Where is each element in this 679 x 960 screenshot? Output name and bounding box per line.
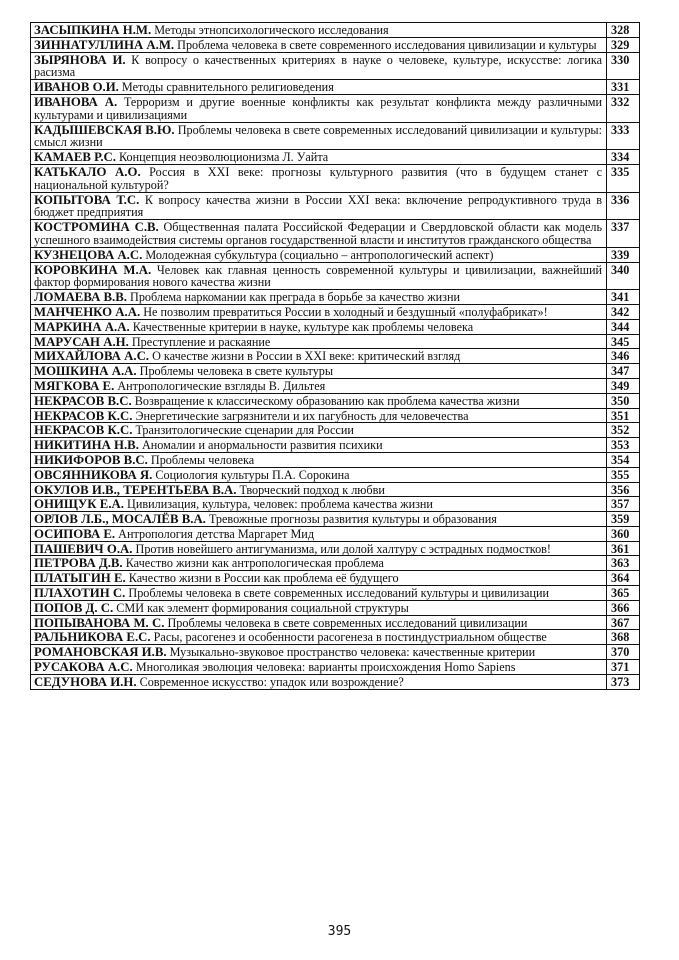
- entry-cell: [31, 334, 607, 349]
- entry-page-number: 354: [607, 452, 640, 467]
- contents-table: [30, 22, 640, 690]
- contents-row: [31, 150, 640, 165]
- entry-author: ЗАСЫПКИНА Н.М.: [34, 23, 152, 37]
- entry-title: Транзитологические сценарии для России: [135, 423, 354, 438]
- entry-cell: [31, 52, 607, 80]
- entry-cell: [31, 304, 607, 319]
- entry-cell: [31, 674, 607, 689]
- contents-row: [31, 290, 640, 305]
- entry-page-number: 357: [607, 497, 640, 512]
- entry-title: Методы сравнительного религиоведения: [121, 80, 334, 95]
- entry-title: Проблемы человека в свете современных исследований цивилизации: [167, 615, 528, 630]
- entry-author: МИХАЙЛОВА А.С.: [34, 349, 150, 364]
- entry-title: Россия в XXI веке: прогнозы культурного развития (что в будущем станет с национальной культурой?: [34, 164, 602, 192]
- entry-title: Энергетические загрязнители и их пагубность для человечества: [135, 408, 469, 423]
- entry-page-number: 355: [607, 467, 640, 482]
- entry-title: Концепция неоэволюционизма Л. Уайта: [119, 150, 329, 165]
- entry-page-number: 346: [607, 349, 640, 364]
- entry-page-number: 361: [607, 541, 640, 556]
- entry-title: К вопросу качества жизни в России XXI века: включение репродуктивного труда в бюджет предприятия: [34, 192, 603, 220]
- contents-row: [31, 378, 640, 393]
- entry-author: КОПЫТОВА Т.С.: [34, 192, 140, 207]
- contents-row: [31, 630, 640, 645]
- entry-title: Проблемы человека: [150, 452, 255, 467]
- entry-title: Качество жизни в России как проблема её будущего: [128, 571, 399, 586]
- entry-cell: [31, 94, 607, 122]
- contents-row: [31, 23, 640, 38]
- contents-row: [31, 615, 640, 630]
- contents-row: [31, 467, 640, 482]
- entry-title: СМИ как элемент формирования социальной структуры: [116, 600, 409, 615]
- entry-page-number: 366: [607, 600, 640, 615]
- entry-page-number: 365: [607, 586, 640, 601]
- entry-title: Методы этнопсихологического исследования: [154, 23, 389, 37]
- entry-title: Современное искусство: упадок или возрождение?: [139, 674, 404, 689]
- entry-cell: [31, 438, 607, 453]
- contents-row: [31, 122, 640, 150]
- entry-page-number: 340: [607, 262, 640, 290]
- contents-row: [31, 600, 640, 615]
- entry-title: Социология культуры П.А. Сорокина: [155, 467, 350, 482]
- entry-page-number: 341: [607, 290, 640, 305]
- entry-cell: [31, 467, 607, 482]
- entry-cell: [31, 220, 607, 248]
- entry-author: НЕКРАСОВ В.С.: [34, 393, 132, 408]
- entry-cell: [31, 23, 607, 38]
- entry-author: ЗЫРЯНОВА И.: [34, 52, 126, 67]
- contents-row: [31, 423, 640, 438]
- contents-row: [31, 541, 640, 556]
- entry-page-number: 356: [607, 482, 640, 497]
- entry-cell: [31, 364, 607, 379]
- entry-author: ПЛАТЫГИН Е.: [34, 571, 126, 586]
- contents-row: [31, 438, 640, 453]
- entry-page-number: 352: [607, 423, 640, 438]
- entry-title: К вопросу о качественных критериях в науке о человеке, культуре, искусстве: логика расизма: [34, 52, 603, 80]
- entry-cell: [31, 586, 607, 601]
- entry-cell: [31, 378, 607, 393]
- entry-title: Тревожные прогнозы развития культуры и образования: [208, 512, 497, 527]
- entry-author: КАДЫШЕВСКАЯ В.Ю.: [34, 122, 175, 137]
- entry-cell: [31, 571, 607, 586]
- entry-page-number: 329: [607, 37, 640, 52]
- entry-cell: [31, 482, 607, 497]
- contents-row: [31, 192, 640, 220]
- entry-author: ПЛАХОТИН С.: [34, 586, 126, 601]
- contents-row: [31, 37, 640, 52]
- entry-title: Против новейшего антигуманизма, или долой халтуру с эстрадных подмостков!: [135, 541, 551, 556]
- entry-title: Проблема наркомании как преграда в борьбе за качество жизни: [130, 290, 460, 305]
- entry-title: Качество жизни как антропологическая проблема: [125, 556, 384, 571]
- entry-cell: [31, 349, 607, 364]
- entry-author: ПЕТРОВА Д.В.: [34, 556, 123, 571]
- entry-page-number: 328: [607, 23, 640, 38]
- entry-title: Антропология детства Маргарет Мид: [118, 526, 315, 541]
- entry-cell: [31, 122, 607, 150]
- entry-author: ОКУЛОВ И.В., ТЕРЕНТЬЕВА В.А.: [34, 482, 237, 497]
- entry-title: Не позволим превратиться России в холодный и бездушный «полуфабрикат»!: [143, 304, 548, 319]
- entry-page-number: 363: [607, 556, 640, 571]
- entry-author: ИВАНОВ О.И.: [34, 80, 119, 95]
- contents-row: [31, 393, 640, 408]
- page-number: 395: [327, 924, 352, 939]
- contents-row: [31, 262, 640, 290]
- entry-author: МАНЧЕНКО А.А.: [34, 304, 141, 319]
- entry-cell: [31, 164, 607, 192]
- entry-page-number: 344: [607, 319, 640, 334]
- entry-page-number: 339: [607, 247, 640, 262]
- entry-author: РАЛЬНИКОВА Е.С.: [34, 630, 151, 645]
- entry-author: КАТЬКАЛО А.О.: [34, 164, 141, 179]
- contents-row: [31, 556, 640, 571]
- entry-page-number: 353: [607, 438, 640, 453]
- entry-author: ПАШЕВИЧ О.А.: [34, 541, 133, 556]
- entry-page-number: 335: [607, 164, 640, 192]
- entry-author: РУСАКОВА А.С.: [34, 660, 133, 675]
- entry-page-number: 337: [607, 220, 640, 248]
- contents-row: [31, 512, 640, 527]
- contents-row: [31, 334, 640, 349]
- contents-row: [31, 526, 640, 541]
- entry-cell: [31, 600, 607, 615]
- entry-author: ПОПОВ Д. С.: [34, 600, 114, 615]
- entry-cell: [31, 408, 607, 423]
- entry-page-number: 360: [607, 526, 640, 541]
- entry-cell: [31, 526, 607, 541]
- entry-author: ОРЛОВ Л.Б., МОСАЛЁВ В.А.: [34, 512, 206, 527]
- entry-author: МЯГКОВА Е.: [34, 378, 115, 393]
- entry-title: Проблемы человека в свете современных исследований цивилизации и культуры: смысл жизни: [34, 122, 603, 150]
- entry-author: ОСИПОВА Е.: [34, 526, 116, 541]
- entry-cell: [31, 247, 607, 262]
- contents-row: [31, 660, 640, 675]
- contents-row: [31, 304, 640, 319]
- entry-page-number: 334: [607, 150, 640, 165]
- contents-row: [31, 247, 640, 262]
- entry-page-number: 332: [607, 94, 640, 122]
- entry-cell: [31, 645, 607, 660]
- contents-row: [31, 571, 640, 586]
- entry-title: Человек как главная ценность современной культуры и цивилизации, важнейший фактор формирования нового качества жизни: [34, 262, 603, 290]
- contents-row: [31, 408, 640, 423]
- entry-title: Творческий подход к любви: [239, 482, 385, 497]
- entry-cell: [31, 630, 607, 645]
- entry-title: Проблема человека в свете современного исследования цивилизации и культуры: [177, 37, 597, 52]
- entry-cell: [31, 556, 607, 571]
- entry-author: НЕКРАСОВ К.С.: [34, 423, 133, 438]
- contents-row: [31, 94, 640, 122]
- entry-page-number: 351: [607, 408, 640, 423]
- entry-author: РОМАНОВСКАЯ И.В.: [34, 645, 167, 660]
- contents-row: [31, 452, 640, 467]
- entry-cell: [31, 615, 607, 630]
- entry-title: Качественные критерии в науке, культуре как проблемы человека: [132, 319, 474, 334]
- contents-row: [31, 497, 640, 512]
- contents-row: [31, 364, 640, 379]
- entry-cell: [31, 452, 607, 467]
- entry-author: МАРКИНА А.А.: [34, 319, 130, 334]
- entry-page-number: 349: [607, 378, 640, 393]
- entry-page-number: 342: [607, 304, 640, 319]
- entry-author: КАМАЕВ Р.С.: [34, 150, 116, 165]
- entry-title: Возвращение к классическому образованию как проблема качества жизни: [134, 393, 520, 408]
- entry-cell: [31, 660, 607, 675]
- entry-title: О качестве жизни в России в XXI веке: критический взгляд: [152, 349, 461, 364]
- entry-title: Расы, расогенез и особенности расогенеза в постиндустриальном обществе: [153, 630, 547, 645]
- entry-page-number: 364: [607, 571, 640, 586]
- entry-cell: [31, 512, 607, 527]
- entry-title: Проблемы человека в свете современных исследований культуры и цивилизации: [128, 586, 550, 601]
- entry-author: КОСТРОМИНА С.В.: [34, 220, 159, 235]
- entry-title: Музыкально-звуковое пространство человека: качественные критерии: [169, 645, 536, 660]
- entry-cell: [31, 80, 607, 95]
- entry-page-number: 350: [607, 393, 640, 408]
- entry-page-number: 347: [607, 364, 640, 379]
- entry-cell: [31, 37, 607, 52]
- contents-row: [31, 645, 640, 660]
- entry-title: Молодежная субкультура (социально – антропологический аспект): [145, 247, 494, 262]
- contents-row: [31, 319, 640, 334]
- entry-author: ОНИЩУК Е.А.: [34, 497, 124, 512]
- entry-page-number: 359: [607, 512, 640, 527]
- entry-cell: [31, 497, 607, 512]
- entry-title: Аномалии и анормальности развития психики: [141, 438, 383, 453]
- entry-author: МАРУСАН А.Н.: [34, 334, 129, 349]
- contents-row: [31, 482, 640, 497]
- entry-author: ПОПЫВАНОВА М. С.: [34, 615, 165, 630]
- entry-author: ЗИННАТУЛЛИНА А.М.: [34, 37, 175, 52]
- entry-cell: [31, 423, 607, 438]
- entry-page-number: 370: [607, 645, 640, 660]
- entry-page-number: 331: [607, 80, 640, 95]
- entry-title: Терроризм и другие военные конфликты как результат конфликта между различными культурами и цивилизациями: [34, 94, 602, 122]
- entry-title: Общественная палата Российской Федерации и Свердловской области как модель успешного взаимодействия системы органов государственной власти и институтов гражданского общества: [34, 220, 603, 247]
- entry-page-number: 371: [607, 660, 640, 675]
- contents-table-body: [31, 23, 640, 690]
- entry-author: МОШКИНА А.А.: [34, 364, 137, 379]
- entry-page-number: 373: [607, 674, 640, 689]
- entry-cell: [31, 319, 607, 334]
- entry-title: Антропологические взгляды В. Дильтея: [117, 378, 326, 393]
- entry-author: НЕКРАСОВ К.С.: [34, 408, 133, 423]
- contents-row: [31, 80, 640, 95]
- entry-author: НИКИТИНА Н.В.: [34, 438, 139, 453]
- entry-cell: [31, 290, 607, 305]
- contents-row: [31, 164, 640, 192]
- entry-author: ЛОМАЕВА В.В.: [34, 290, 127, 305]
- entry-author: НИКИФОРОВ В.С.: [34, 452, 148, 467]
- contents-row: [31, 349, 640, 364]
- entry-cell: [31, 150, 607, 165]
- entry-title: Проблемы человека в свете культуры: [139, 364, 334, 379]
- entry-author: СЕДУНОВА И.Н.: [34, 674, 137, 689]
- entry-title: Преступление и раскаяние: [131, 334, 271, 349]
- entry-page-number: 367: [607, 615, 640, 630]
- entry-page-number: 330: [607, 52, 640, 80]
- entry-author: КУЗНЕЦОВА А.С.: [34, 247, 143, 262]
- contents-row: [31, 52, 640, 80]
- entry-page-number: 333: [607, 122, 640, 150]
- entry-author: ОВСЯННИКОВА Я.: [34, 467, 153, 482]
- contents-row: [31, 674, 640, 689]
- entry-cell: [31, 192, 607, 220]
- entry-cell: [31, 393, 607, 408]
- entry-title: Цивилизация, культура, человек: проблема качества жизни: [127, 497, 433, 512]
- entry-author: ИВАНОВА А.: [34, 94, 118, 109]
- entry-cell: [31, 262, 607, 290]
- contents-row: [31, 220, 640, 248]
- contents-row: [31, 586, 640, 601]
- entry-author: КОРОВКИНА М.А.: [34, 262, 152, 277]
- entry-title: Многоликая эволюция человека: варианты происхождения Homo Sapiens: [135, 660, 516, 675]
- entry-page-number: 336: [607, 192, 640, 220]
- entry-cell: [31, 541, 607, 556]
- entry-page-number: 345: [607, 334, 640, 349]
- entry-page-number: 368: [607, 630, 640, 645]
